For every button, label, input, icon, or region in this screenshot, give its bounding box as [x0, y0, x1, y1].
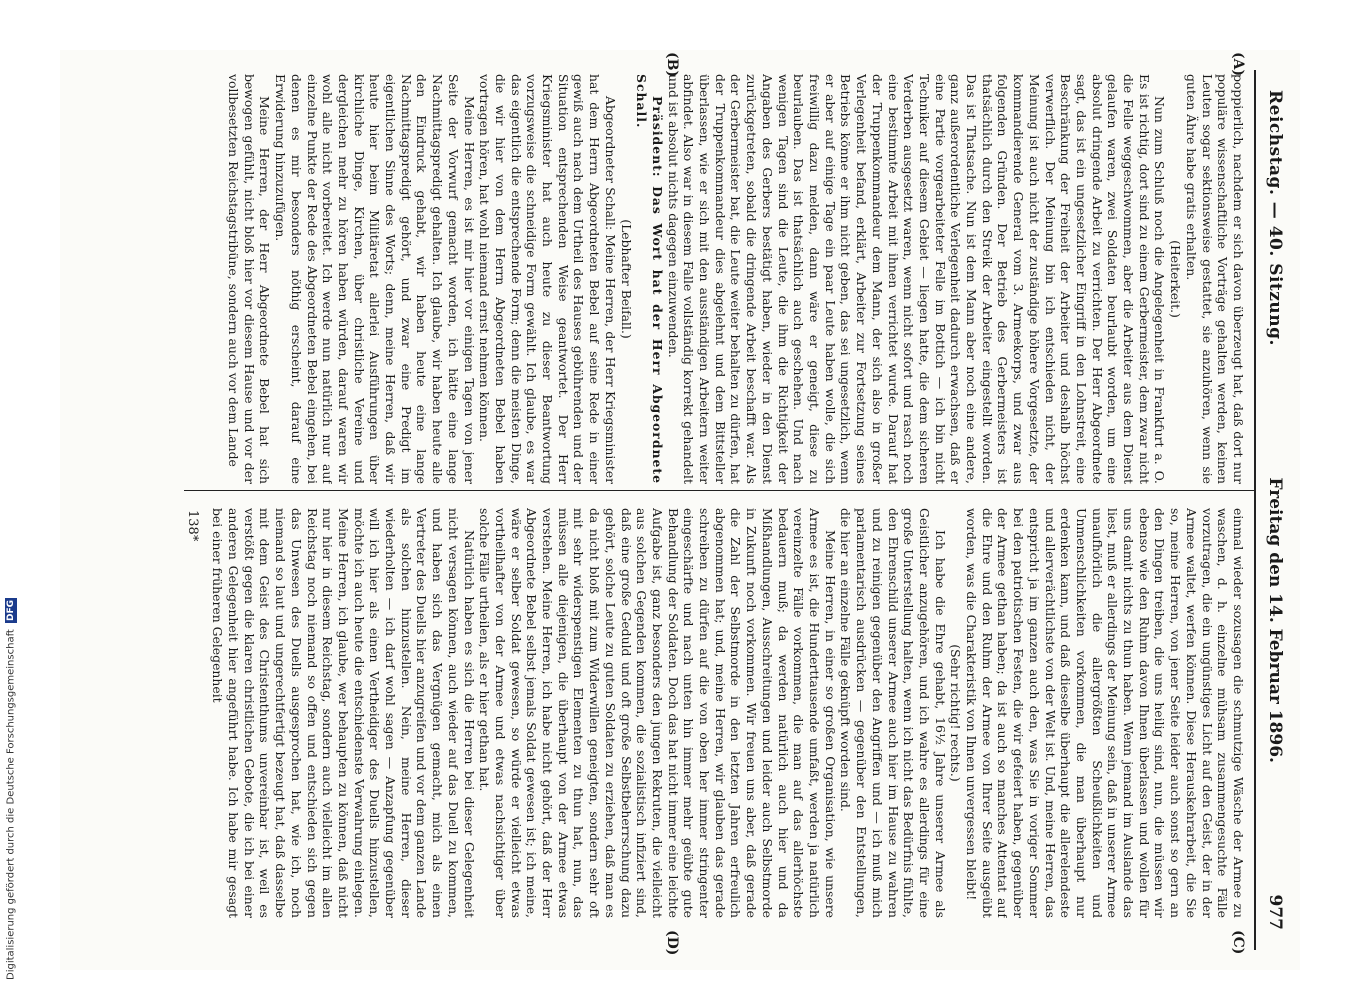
paragraph: Meine Herren, es ist mir hier vor einigen Tagen von jener Seite der Vorwurf gemacht worden, ich hätte eine lange Nachmittagspredigt gehalten. Ich glaube, wir haben heute alle den Eindruck gehabt, wir haben heute eine lange Nachmittagspredigt gehört, und zwar eine Predigt im eigentlichen Sinne des Worts; denn, meine Herren, daß wir heute hier beim Militäretat allerlei Ausführungen über kirchliche Dinge, Kirchen, über christliche Vereine und dergleichen mehr zu hören haben würden, darauf waren wir wohl alle nicht vorbereitet. Ich werde nun natürlich nur auf einzelne Punkte der Rede des Abgeordneten Bebel eingehen, bei denen es mir besonders nöthig erscheint, darauf eine Erwiderung hinzuzufügen. — [273, 74, 477, 484]
paragraph: Meine Herren, in einer so großen Organisation, wie unsere Armee es ist, die Hunderttausende umfaßt, werden ja natürlich vereinzelte Fälle vorkommen, die man auf das allerhöchste bedauern muß; da werden natürlich auch hier und da Mißhandlungen, Ausschreitungen und leider auch Selbstmorde in Zukunft noch vorkommen. Wir freuen uns aber, daß gerade die Zahl der Selbstmorde in den letzten Jahren erfreulich abgenommen hat; und, meine Herren, wir glauben das gerade schreiben zu dürfen auf die von oben her immer stringenter eingeschärfte und nach unten hin immer mehr geübte gute Behandlung der Soldaten. Doch das hat nicht immer eine leichte Aufgabe ist, ganz besonders den jungen Rekruten, die vielleicht aus solchen Gegenden kommen, die sozialistisch infiziert sind, daß eine große Geduld und oft große Selbstbeherrschung dazu gehört, solche Leute zu guten Soldaten zu erziehen, daß man es da nicht bloß mit zum Widerwillen geneigten, sondern sehr oft mit sehr widerspenstigen Elementen zu thun hat, nun, das müssen alle diejenigen, die überhaupt von der Armee etwas verstehen. Meine Herren, ich habe nicht gehört, daß der Herr Abgeordnete Bebel selbst jemals Soldat gewesen ist; ich meine, wäre er selber Soldat gewesen, so würde er vielleicht etwas vortheilhafter von der Armee und etwas nachsichtiger über solche Fälle urtheilen, als er hier gethan hat. — [477, 508, 838, 918]
margin-marker-b: (B) — [664, 52, 680, 78]
paragraph: Meine Herren, der Herr Abgeordnete Bebel hat sich bewogen gefühlt, nicht bloß hier vor diesem Hause und vor der vollbesetzten Reichstagstribüne, sondern auch vor dem Lande — [226, 74, 273, 484]
margin-marker-a: (A) — [1230, 52, 1246, 77]
paragraph: Ich habe die Ehre gehabt, 16½ Jahre unserer Armee als Geistlicher anzugehören, und ich wahre es allerdings für eine große Unterstellung halten, wenn ich nicht das Bedürfnis fühlte, den Ehrenschild unserer Armee auch hier im Hause zu wahren und zu reinigen gegenüber den Angriffen und — ich muß mich parlamentarisch ausdrücken — gegenüber den Entstellungen, die hier an einzelne Fälle geknüpft worden sind. — [838, 508, 948, 918]
paragraph: einmal wieder sozusagen die schmutzige Wäsche der Armee zu waschen, d. h. einzelne mühsam zusammengesuchte Fälle vorzutragen, die ein ungünstiges Licht auf den Geist, der in der Armee waltet, werfen können. Diese Herauskehrarbeit, die Sie so, meine Herren, von jener Seite leider auch sonst so gern an den Dingen treiben, die uns heilig sind, nun, die müssen wir ebenso wie den Ruhm davon Ihnen überlassen und wollen für uns damit nichts zu thun haben. Wenn jemand im Auslande das liest, muß er allerdings der Meinung sein, daß in unserer Armee unaufhörlich die allergrößten Scheußlichkeiten und Unmenschlichkeiten vorkommen, die man überhaupt nur erdenken kann, und daß dieselbe überhaupt die allerelendeste und allerverächtlichste von der Welt ist. Und, meine Herren, das entspricht ja im ganzen auch den, was Sie in voriger Sommer bei den patriotischen Festen, die wir gefeiert haben, gegenüber der Armee gethan haben; da ist auch so manches Attentat auf die Ehre und den Ruhm der Armee von Ihrer Seite ausgeübt worden, was die Charakteristik von Ihnen unvergessen bleibt! — [964, 508, 1246, 918]
paragraph: Nun zum Schluß noch die Angelegenheit in Frankfurt a. O. Es ist richtig, dort sind zu einem Gerbermeister, dem zwar nicht die Felle weggeschwommen, aber die Arbeiter aus dem Dienst gelaufen waren, zwei Soldaten beurlaubt worden, um eine absolut dringende Arbeit zu verrichten. Der Herr Abgeordnete sagt, das ist ein ungesetzlicher Eingriff in den Lohnstreit, eine Beschränkung der Freiheit der Arbeiter und deshalb höchst verwerflich. Der Meinung bin ich entschieden nicht, der Meinung ist auch nicht der zuständige höhere Vorgesetzte, der kommandierende General vom 3. Armeekorps, und zwar aus folgenden Gründen. Der Betrieb des Gerbermeisters ist thatsächlich durch den Streik der Arbeiter eingestellt worden. Das ist Thatsache. Nun ist dem Mann aber noch eine andere, ganz außerordentliche Verlegenheit dadurch erwachsen, daß er eine Partie vorgearbeiteter Felle im Bottich — ich bin nicht Techniker auf diesem Gebiet — liegen hatte, die dem sicheren Verderben ausgesetzt waren, wenn nicht sofort und rasch noch eine bestimmte Arbeit mit ihnen verrichtet wurde. Darauf hat der Truppenkommandeur dem Mann, der sich also in großer Verlegenheit befand, erklärt, Arbeiter zur Fortsetzung seines Betriebs könne er ihm nicht geben, das sei ungesetzlich, wenn er aber auf einige Tage ein paar Leute haben wolle, die sich freiwillig dazu melden, dann wäre er geneigt, diese zu beurlauben. Das ist thatsächlich auch geschehen. Und nach wenigen Tagen sind die Leute, die ihm die Richtigkeit der Angaben des Gerbers bestätigt haben, wieder in den Dienst zurückgetreten, sobald die dringende Arbeit beschafft war. Als der Gerbermeister bat, die Leute weiter behalten zu dürfen, hat der Truppenkommandeur dies abgelehnt und dem Bittsteller überlassen, wie er sich mit den ausständigen Arbeitern weiter abfindet. Also war in diesem Falle vollständig korrekt gehandelt und ist absolut nichts dagegen einzuwenden. — [665, 74, 1168, 484]
page-header — [1260, 90, 1290, 930]
header-title: Reichstag. — 40. Sitzung. — [1265, 90, 1285, 346]
stage-note: (Lebhafter Beifall.) — [618, 219, 634, 339]
paragraph: Natürlich haben es sich die Herren bei dieser Gelegenheit nicht versagen können, auch wieder auf das Duell zu kommen, und haben sich das Vergnügen gemacht, mich als einen Vertreter des Duells hier anzugreifen und vor dem ganzen Lande als solchen hinzustellen. Nein, meine Herren, dieser wiederholten — ich darf wohl sagen — Anzapfung gegenüber will ich hier als einen Vertheidiger des Duells hinzustellen, möchte ich auch heute die entschiedenste Verwahrung einlegen. Meine Herren, ich glaube, wer behaupten zu können, daß nicht nur hier in diesem Reichstag, sondern auch vielleicht im allen Reichstag noch niemand so offen und entschieden sich gegen das Unwesen des Duells ausgesprochen hat, wie ich, noch niemand so laut und ungerechtfertigt bezeugt hat, daß dasselbe mit dem Geist des Christenthums unvereinbar ist, weil es verstößt gegen die klaren christlichen Gebote, die ich bei einer anderen Gelegenheit hier angeführt habe. Ich habe mir gesagt bei einer früheren Gelegenheit — [210, 508, 477, 918]
speaker-line: Präsident: Das Wort hat der Herr Abgeordnete Schall. — [634, 74, 665, 484]
credit-text: Digitalisierung gefördert durch die Deutsche Forschungsgemeinschaft — [5, 629, 17, 980]
dfg-logo-icon: DFG — [6, 600, 16, 622]
header-rule — [1254, 70, 1256, 950]
signature-mark: 138* — [185, 510, 200, 542]
page-number: 977 — [1265, 894, 1285, 930]
paragraph: Abgeordneter Schall: Meine Herren, der Herr Kriegsminister hat dem Herrn Abgeordneten Bebel auf seine Rede in einer gewiß auch nach dem Urtheil des Hauses gebührenden und der Situation entsprechenden Weise geantwortet. Der Herr Kriegsminister hat auch heute zu dieser Beantwortung vorzugsweise die schneidige Form gewählt. Ich glaube, es war das eigentlich die entsprechende Form; denn die meisten Dinge, die wir hier von dem Herrn Abgeordneten Bebel haben vortragen hören, hat wohl niemand ernst nehmen können. — [477, 74, 618, 484]
stage-note: (Sehr richtig! rechts.) — [948, 644, 964, 782]
margin-marker-d: (D) — [664, 930, 680, 956]
digitization-credit — [2, 600, 20, 980]
header-date: Freitag den 14. Februar 1896. — [1265, 477, 1285, 763]
right-column — [206, 508, 1246, 918]
column-divider — [184, 490, 1254, 491]
document-page — [60, 50, 1300, 970]
paragraph: poppierlich, nachdem er sich davon überzeugt hat, daß dort nur populäre wissenschaftliche Vorträge gehalten werden, keinen Leuten sogar sektionsweise gestattet, sie anzuhören, wenn sie guten Ähre habe gratis erhalten. — [1183, 74, 1246, 484]
stage-note: (Heiterkeit.) — [1168, 240, 1184, 318]
margin-marker-c: (C) — [1230, 930, 1246, 955]
left-column — [206, 74, 1246, 484]
